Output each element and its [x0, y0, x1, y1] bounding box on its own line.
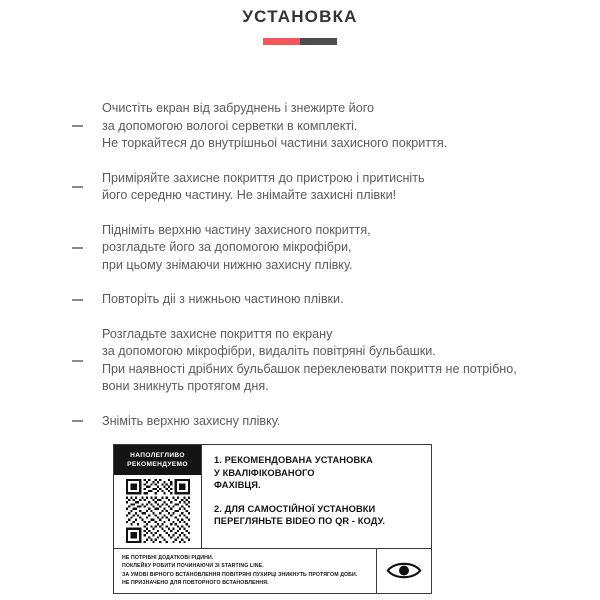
step-text — [102, 222, 600, 275]
recommendation-message — [214, 454, 423, 492]
title-divider-left-segment — [263, 38, 300, 45]
fineprint-line: ПОКЛЕЙКУ РОБИТИ ПОЧИНАЮЧИ ЗІ STARTING LINE. — [122, 563, 264, 570]
step-bullet-dash — [72, 360, 83, 362]
instruction-step — [0, 326, 600, 396]
step-text-line: При наявності дрібних бульбашок переклеювати покриття не потрібно, — [102, 361, 517, 376]
step-text-line: за допомогою вологоі серветки в комплекті. — [102, 118, 358, 133]
title-divider-right-segment — [300, 38, 337, 45]
step-bullet-dash — [72, 299, 83, 301]
fineprint-line: ЗА УМОВІ ВІРНОГО ВСТАНОВЛЕННЯ ПОВІТРЯНІ ПУХИРЦІ ЗНИКНУТЬ ПРОТЯГОМ ДОБИ. — [122, 571, 358, 578]
header — [0, 0, 600, 45]
step-text — [102, 413, 600, 431]
recommendation-banner — [114, 445, 201, 475]
step-text-line: Не торкайтеся до внутрішньоі частини захисного покриття. — [102, 136, 448, 150]
fineprint-notes — [114, 549, 377, 593]
step-text-line: Підніміть верхню частину захисного покриття, — [102, 222, 371, 237]
step-text-line: Повторіть діі з нижньою частиною плівки. — [102, 292, 344, 306]
fineprint-line: НЕ ПОТРІБНІ ДОДАТКОВІ РІДИНИ. — [122, 555, 214, 561]
title-divider — [263, 38, 337, 45]
instruction-step — [0, 413, 600, 431]
step-bullet-dash — [72, 186, 83, 188]
step-text — [102, 170, 600, 205]
step-text-line: його середню частину. Не знімайте захисні плівки! — [102, 188, 397, 202]
step-text — [102, 100, 600, 153]
step-text-line: Зніміть верхню захисну плівку. — [102, 413, 281, 428]
step-text-line: Очистіть екран від забруднень і знежирте його — [102, 101, 375, 115]
step-text — [102, 291, 600, 309]
eye-icon — [386, 560, 422, 581]
recommendation-message-line: ПЕРЕГЛЯНЬТЕ ВІDЕО ПО QR - КОДУ. — [214, 516, 386, 527]
step-bullet-dash — [72, 247, 83, 249]
page-title: УСТАНОВКА — [242, 7, 358, 26]
instruction-step — [0, 100, 600, 153]
recommendation-label-card — [113, 444, 432, 594]
instruction-step — [0, 291, 600, 309]
card-upper-section — [114, 445, 431, 549]
instruction-step — [0, 222, 600, 275]
recommendation-message-line: 1. РЕКОМЕНДОВАНА УСТАНОВКА — [214, 455, 373, 465]
qr-code-wrapper — [114, 475, 201, 548]
banner-line-1: НАПОЛЕГЛИВО — [130, 452, 185, 459]
step-text-line: при цьому знімаючи нижню захисну плівку. — [102, 257, 353, 272]
step-bullet-dash — [72, 125, 83, 127]
step-text-line: Приміряйте захисне покриття до пристрою і притисніть — [102, 170, 425, 185]
instruction-list — [0, 100, 600, 447]
recommendation-message-line: 2. ДЛЯ САМОСТІЙНОЇ УСТАНОВКИ — [214, 503, 376, 514]
step-text-line: Розгладьте захисне покриття по екрану — [102, 326, 333, 341]
banner-line-2: РЕКОМЕНДУЕМО — [127, 461, 188, 468]
step-bullet-dash — [72, 420, 83, 422]
step-text-line: вони зникнуть протягом дня. — [102, 379, 269, 393]
card-lower-section — [114, 549, 431, 593]
qr-code-icon[interactable] — [126, 479, 190, 543]
step-text-line: розгладьте його за допомогою мікрофібри, — [102, 240, 352, 254]
instruction-step — [0, 170, 600, 205]
recommendation-messages — [202, 445, 431, 548]
step-text-line: за допомогою мікрофібри, видаліть повітряні бульбашки. — [102, 344, 436, 358]
qr-column — [114, 445, 202, 548]
recommendation-message — [214, 503, 423, 528]
recommendation-message-line: ФАХІВЦЯ. — [214, 480, 261, 491]
step-text — [102, 326, 600, 396]
recommendation-message-line: У КВАЛІФІКОВАНОГО — [214, 467, 315, 478]
eye-icon-cell — [377, 549, 431, 593]
fineprint-line: НЕ ПРИЗНАЧЕНО ДЛЯ ПОВТОРНОГО ВСТАНОВЛЕННЯ. — [122, 580, 269, 587]
